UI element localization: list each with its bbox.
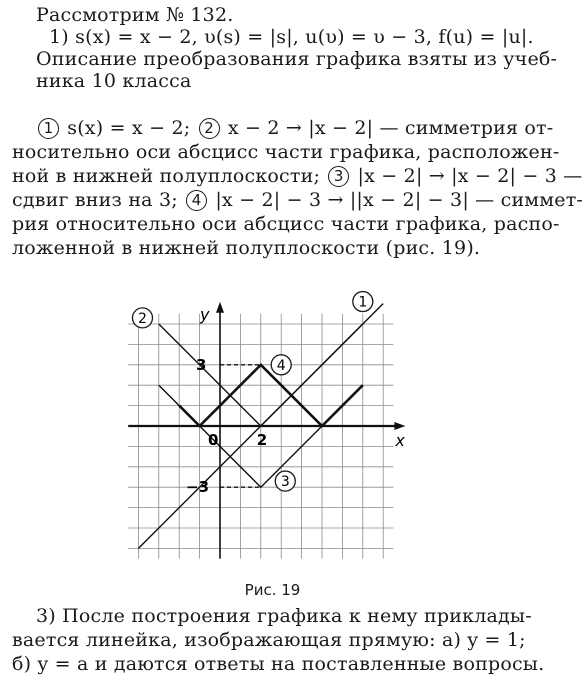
intro-line-1: Описание преобразования графика взяты из учеб- bbox=[36, 48, 558, 70]
marker-4-inline: 4 bbox=[186, 190, 207, 211]
para-text: |x − 2| → |x − 2| − 3 — bbox=[351, 165, 583, 187]
marker-2-inline: 2 bbox=[199, 118, 220, 139]
para-line-3 bbox=[12, 165, 582, 187]
markers bbox=[132, 292, 372, 492]
tick-label-y-neg: −3 bbox=[186, 478, 210, 497]
para-line-6: ложенной в нижней полуплоскости (рис. 19). bbox=[12, 237, 481, 259]
para-text: x − 2 → |x − 2| — симметрия от- bbox=[221, 117, 554, 139]
svg-text:1: 1 bbox=[358, 294, 368, 311]
origin-label: 0 bbox=[208, 431, 219, 449]
footer-line-2: вается линейка, изображающая прямую: а) y = 1; bbox=[12, 629, 526, 651]
y-axis-arrow bbox=[216, 302, 224, 313]
tick-label-x: 2 bbox=[256, 431, 268, 449]
x-axis-arrow bbox=[394, 422, 405, 430]
svg-text:4: 4 bbox=[276, 357, 286, 374]
footer-line-3: б) y = a и даются ответы на поставленные вопросы. bbox=[12, 653, 545, 675]
marker-1 bbox=[353, 292, 373, 312]
para-line-5: рия относительно оси абсцисс части графика, распо- bbox=[12, 213, 560, 235]
intro-line-2: ника 10 класса bbox=[36, 70, 192, 92]
para-line-4 bbox=[12, 189, 583, 211]
axis-label-x: x bbox=[395, 431, 405, 450]
footer-line-1: 3) После построения графика к нему приклады- bbox=[36, 605, 532, 627]
para-text: ной в нижней полуплоскости; bbox=[12, 165, 327, 187]
figure-caption: Рис. 19 bbox=[244, 581, 301, 599]
svg-text:2: 2 bbox=[138, 310, 147, 327]
series-line-4 bbox=[179, 365, 363, 426]
marker-2 bbox=[132, 308, 152, 328]
tick-label-y-pos: 3 bbox=[196, 355, 207, 374]
para-line-2: носительно оси абсцисс части графика, расположен- bbox=[12, 141, 560, 163]
para-text: сдвиг вниз на 3; bbox=[12, 189, 185, 211]
marker-4 bbox=[271, 355, 291, 375]
axis-label-y: y bbox=[200, 304, 210, 324]
marker-3-inline: 3 bbox=[328, 166, 349, 187]
para-text: |x − 2| − 3 → ||x − 2| − 3| — симмет- bbox=[209, 189, 583, 211]
para-line-1 bbox=[36, 117, 553, 139]
function-chain: 1) s(x) = x − 2, υ(s) = |s|, u(υ) = υ − 3, f(u) = |u|. bbox=[49, 26, 534, 48]
svg-text:3: 3 bbox=[280, 474, 290, 491]
graph-figure bbox=[0, 280, 545, 580]
marker-3 bbox=[275, 471, 295, 491]
marker-1-inline: 1 bbox=[38, 118, 59, 139]
para-text: s(x) = x − 2; bbox=[61, 117, 197, 139]
heading: Рассмотрим № 132. bbox=[36, 4, 234, 26]
